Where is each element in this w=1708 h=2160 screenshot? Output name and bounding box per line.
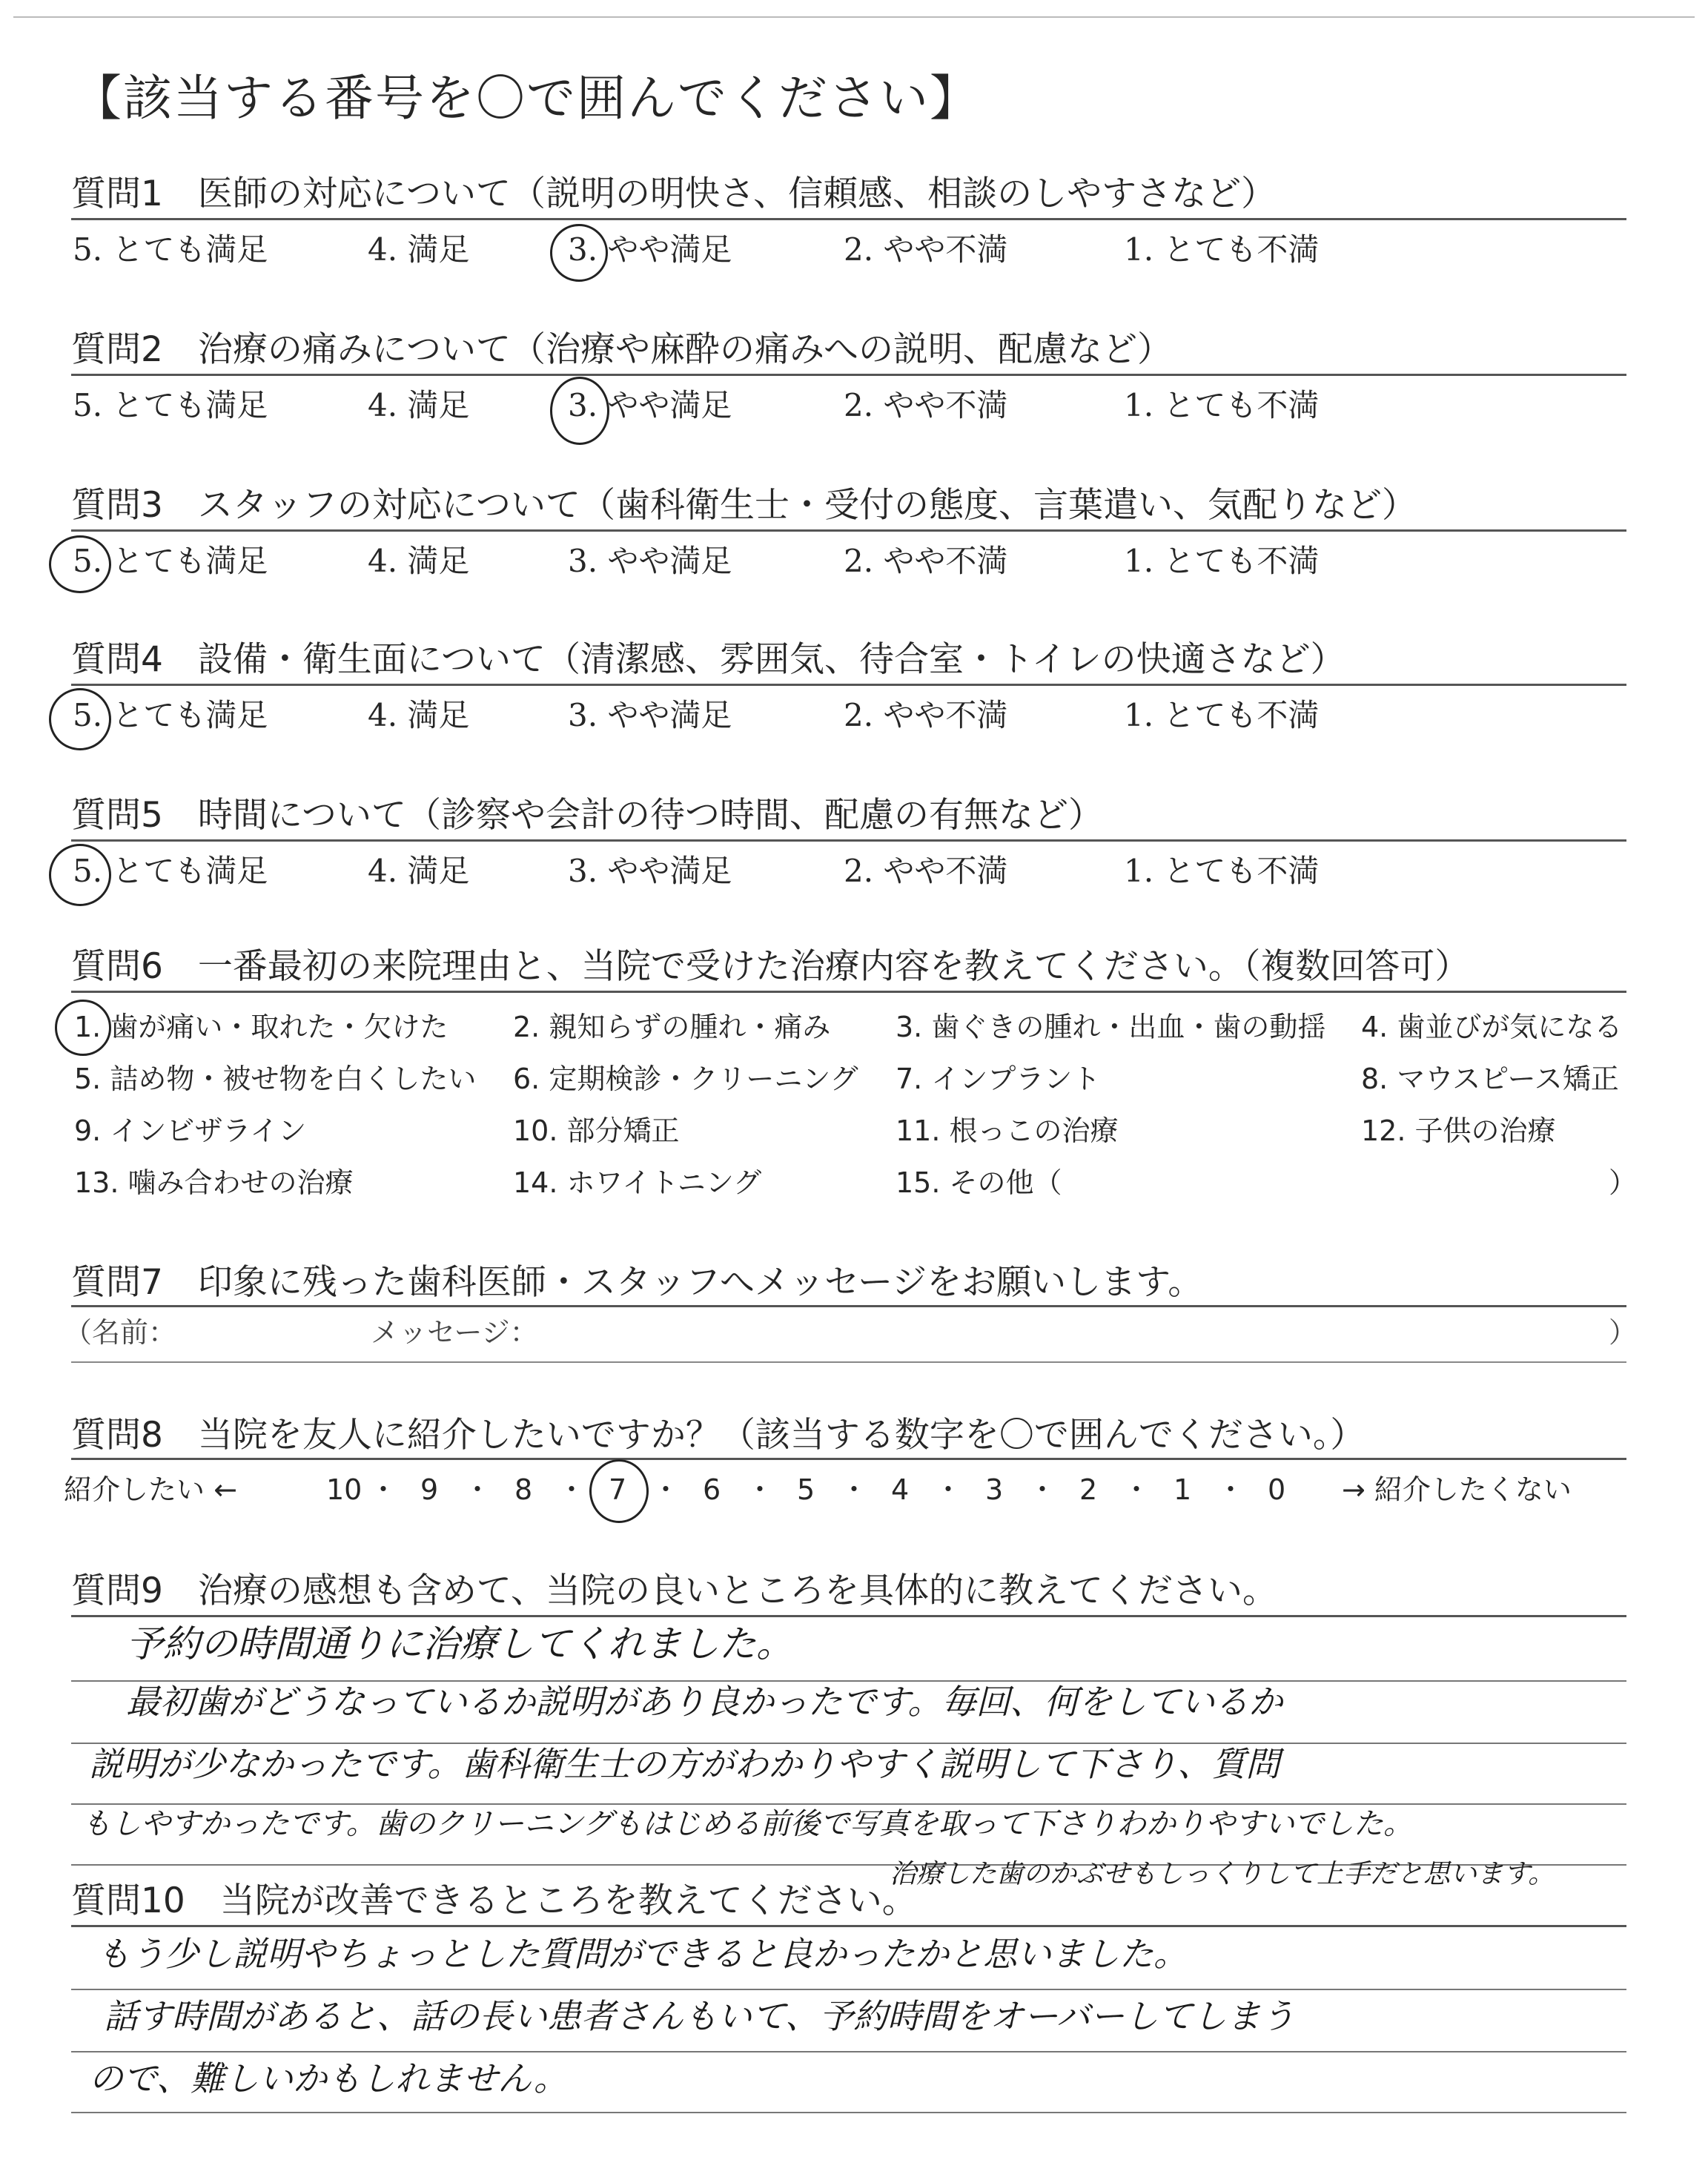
q9-answer-line-2: 最初歯がどうなっているか説明があり良かったです。毎回、何をしているか [126,1682,1283,1722]
question-3-rule [71,529,1626,532]
q1-option-3[interactable]: 3. やや満足 [568,231,732,268]
q8-selection-circle [589,1459,649,1523]
page-title: 【該当する番号を〇で囲んでください】 [73,70,980,127]
q6-close-paren: ） [1609,1166,1638,1199]
q5-selection-circle [49,844,111,906]
question-2-rule [71,374,1626,376]
q6-option-9[interactable]: 9. インビザライン [74,1114,307,1147]
question-5-rule [71,839,1626,842]
question-10-rule [71,1925,1626,1927]
q10-answer-line-2: 話す時間があると、話の長い患者さんもいて、予約時間をオーバーしてしまう [104,1996,1295,2036]
question-8-label: 質問8 当院を友人に紹介したいですか？（該当する数字を〇で囲んでください。） [71,1415,1366,1456]
q6-option-7[interactable]: 7. インプラント [896,1063,1101,1095]
question-1-label: 質問1 医師の対応について（説明の明快さ、信頼感、相談のしやすさなど） [71,174,1277,214]
q8-scale-option[interactable]: 10 [326,1473,363,1506]
q2-option-2[interactable]: 2. やや不満 [844,387,1008,423]
q2-option-1[interactable]: 1. とても不満 [1124,387,1320,423]
q3-option-1[interactable]: 1. とても不満 [1124,543,1320,579]
q6-option-3[interactable]: 3. 歯ぐきの腫れ・出血・歯の動揺 [896,1011,1326,1043]
question-6-rule [71,991,1626,993]
q1-option-4[interactable]: 4. 満足 [368,231,470,268]
q8-scale-option[interactable]: 6 [703,1473,721,1506]
q8-scale-option[interactable]: 1 [1174,1473,1192,1506]
q8-scale-option[interactable]: 4 [891,1473,910,1506]
q6-option-8[interactable]: 8. マウスピース矯正 [1361,1063,1619,1095]
q5-option-3[interactable]: 3. やや満足 [568,853,732,889]
q8-scale-separator: ・ [1028,1473,1057,1506]
q8-scale-separator: ・ [652,1473,681,1506]
question-7-label: 質問7 印象に残った歯科医師・スタッフへメッセージをお願いします。 [71,1262,1203,1303]
q8-scale-option[interactable]: 0 [1268,1473,1286,1506]
q10-line-1 [71,1989,1626,1990]
q8-scale-separator: ・ [557,1473,586,1506]
q4-option-1[interactable]: 1. とても不満 [1124,697,1320,733]
q6-option-15[interactable]: 15. その他（ [896,1166,1062,1199]
q8-scale-option[interactable]: 9 [420,1473,439,1506]
q8-scale-separator: ・ [1122,1473,1151,1506]
q8-scale-option[interactable]: 3 [985,1473,1004,1506]
q2-option-3[interactable]: 3. やや満足 [568,387,732,423]
question-5-label: 質問5 時間について（診察や会計の待つ時間、配慮の有無など） [71,795,1103,836]
question-4-rule [71,684,1626,686]
question-9-label: 質問9 治療の感想も含めて、当院の良いところを具体的に教えてください。 [71,1571,1277,1611]
q1-option-1[interactable]: 1. とても不満 [1124,231,1320,268]
q3-option-5[interactable]: 5. とても満足 [73,543,268,579]
q5-option-1[interactable]: 1. とても不満 [1124,853,1320,889]
q6-selection-circle [55,1000,111,1056]
q6-option-10[interactable]: 10. 部分矯正 [513,1114,680,1147]
q4-option-4[interactable]: 4. 満足 [368,697,470,733]
q5-option-4[interactable]: 4. 満足 [368,853,470,889]
q8-scale-separator: ・ [934,1473,963,1506]
q10-answer-line-1: もう少し説明やちょっとした質問ができると良かったかと思いました。 [96,1934,1188,1974]
q9-answer-line-5: 治療した歯のかぶせもしっくりして上手だと思います。 [890,1859,1555,1889]
q8-scale-option[interactable]: 2 [1079,1473,1098,1506]
question-10-label: 質問10 当院が改善できるところを教えてください。 [71,1880,917,1921]
q3-option-4[interactable]: 4. 満足 [368,543,470,579]
question-3-label: 質問3 スタッフの対応について（歯科衛生士・受付の態度、言葉遣い、気配りなど） [71,485,1417,526]
q6-option-14[interactable]: 14. ホワイトニング [513,1166,762,1199]
q6-option-4[interactable]: 4. 歯並びが気になる [1361,1011,1623,1043]
q1-selection-circle [550,224,608,282]
q6-option-5[interactable]: 5. 詰め物・被せ物を白くしたい [74,1063,477,1095]
q10-line-3 [71,2112,1626,2113]
question-2-label: 質問2 治療の痛みについて（治療や麻酔の痛みへの説明、配慮など） [71,329,1173,370]
q6-option-6[interactable]: 6. 定期検診・クリーニング [513,1063,858,1095]
q8-scale-separator: ・ [746,1473,775,1506]
q5-option-5[interactable]: 5. とても満足 [73,853,268,889]
q9-answer-line-1: 予約の時間通りに治療してくれました。 [126,1622,793,1665]
q8-left-label: 紹介したい ← [64,1473,237,1506]
q9-line-3 [71,1803,1626,1805]
q6-option-1[interactable]: 1. 歯が痛い・取れた・欠けた [74,1011,448,1043]
q6-option-2[interactable]: 2. 親知らずの腫れ・痛み [513,1011,831,1043]
q2-selection-circle [550,377,609,445]
q2-option-5[interactable]: 5. とても満足 [73,387,268,423]
question-1-rule [71,218,1626,220]
q5-option-2[interactable]: 2. やや不満 [844,853,1008,889]
q9-answer-line-3: 説明が少なかったです。歯科衛生士の方がわかりやすく説明して下さり、質問 [89,1744,1280,1784]
q3-option-2[interactable]: 2. やや不満 [844,543,1008,579]
question-7-rule [71,1305,1626,1307]
q2-option-4[interactable]: 4. 満足 [368,387,470,423]
q4-option-3[interactable]: 3. やや満足 [568,697,732,733]
q10-answer-line-3: ので、難しいかもしれません。 [89,2058,568,2098]
q8-scale-option[interactable]: 8 [514,1473,533,1506]
q7-answer-line[interactable] [71,1361,1626,1363]
q8-scale-separator: ・ [1217,1473,1245,1506]
q4-option-5[interactable]: 5. とても満足 [73,697,268,733]
q4-option-2[interactable]: 2. やや不満 [844,697,1008,733]
q3-option-3[interactable]: 3. やや満足 [568,543,732,579]
q1-option-5[interactable]: 5. とても満足 [73,231,268,268]
q7-name-label: （名前： [64,1316,177,1349]
q8-right-label: → 紹介したくない [1342,1473,1572,1506]
q8-scale-separator: ・ [463,1473,492,1506]
q8-scale-separator: ・ [369,1473,398,1506]
q7-message-label: メッセージ： [371,1316,538,1349]
question-9-rule [71,1615,1626,1617]
question-8-rule [71,1458,1626,1460]
q6-option-11[interactable]: 11. 根っこの治療 [896,1114,1119,1147]
q6-option-12[interactable]: 12. 子供の治療 [1361,1114,1556,1147]
q1-option-2[interactable]: 2. やや不満 [844,231,1008,268]
question-6-label: 質問6 一番最初の来院理由と、当院で受けた治療内容を教えてください。（複数回答可） [71,946,1470,987]
q3-selection-circle [49,535,111,593]
q7-close-paren: ） [1609,1316,1638,1349]
top-border [13,16,1695,18]
q6-option-13[interactable]: 13. 噛み合わせの治療 [74,1166,354,1199]
q8-scale-separator: ・ [840,1473,869,1506]
q9-answer-line-4: もしやすかったです。歯のクリーニングもはじめる前後で写真を取って下さりわかりやすいでした。 [82,1807,1413,1841]
q8-scale-option[interactable]: 5 [797,1473,815,1506]
q8-scale-option[interactable]: 7 [609,1473,627,1506]
q4-selection-circle [49,688,111,750]
question-4-label: 質問4 設備・衛生面について（清潔感、雰囲気、待合室・トイレの快適さなど） [71,639,1345,680]
q10-line-2 [71,2051,1626,2052]
